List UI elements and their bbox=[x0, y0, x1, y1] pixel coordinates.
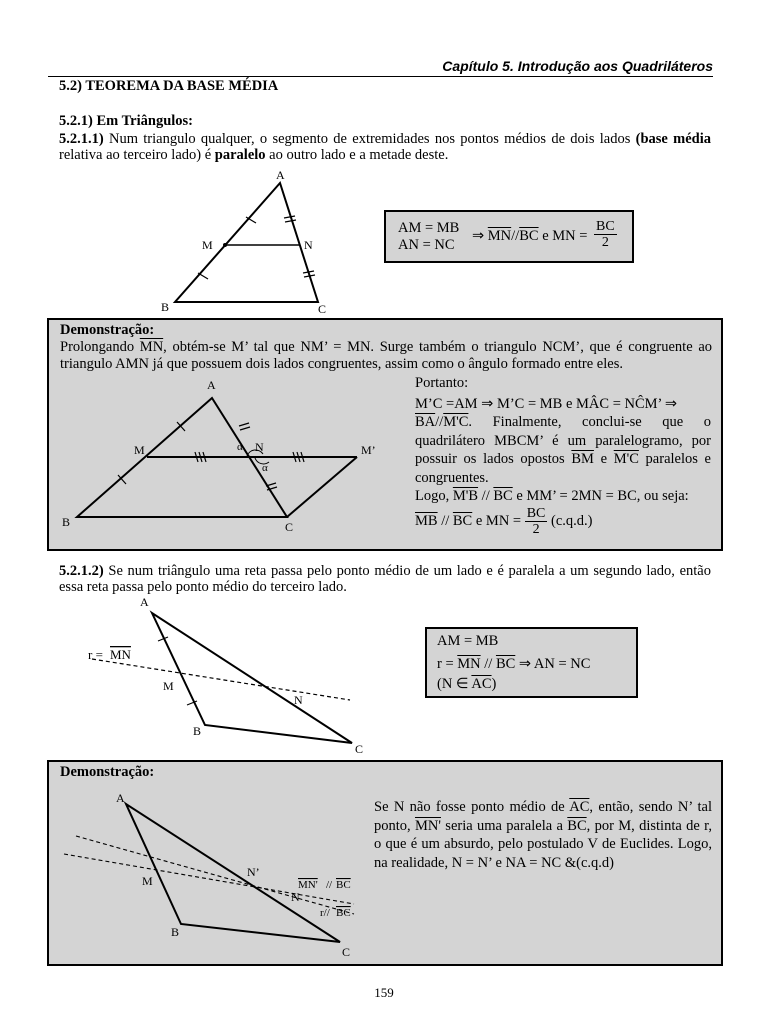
segment: $\overline{MB}$ bbox=[415, 512, 438, 529]
segment: $\overline{AC}$ bbox=[471, 676, 492, 692]
text-part: Prolongando bbox=[60, 339, 140, 355]
text-part: Se N não fosse ponto médio de bbox=[374, 799, 570, 815]
box1-eq: e MN = bbox=[542, 228, 588, 244]
label-mn-prime: MN' bbox=[298, 879, 318, 891]
denominator: 2 bbox=[532, 521, 540, 537]
segment: $\overline{AC}$ bbox=[569, 799, 590, 815]
text-part: (c.q.d.) bbox=[547, 512, 593, 529]
segment: $\overline{BA}$ bbox=[415, 414, 436, 430]
denominator: 2 bbox=[601, 235, 609, 250]
numerator: BC bbox=[526, 505, 546, 521]
theorem-2-number: 5.2.1.2) bbox=[59, 563, 104, 579]
numerator: BC bbox=[596, 219, 615, 234]
chapter-title: Capítulo 5. Introdução aos Quadriláteros bbox=[442, 58, 713, 74]
equality-line: M’C =AM ⇒ M’C = MB e MÂC = NĈM’ ⇒ bbox=[415, 395, 678, 412]
segment: $\overline{MN}$ bbox=[457, 656, 481, 672]
section-title: 5.2) TEOREMA DA BASE MÉDIA bbox=[59, 78, 279, 94]
segment: MN' bbox=[414, 817, 441, 834]
demonstration-1-conclusion bbox=[415, 374, 711, 537]
segment-mn: $\overline{MN}$ bbox=[139, 339, 164, 355]
demonstration-1-box bbox=[47, 318, 723, 551]
segment: $\overline{BM}$ bbox=[571, 451, 594, 467]
box1-line2: AN = NC bbox=[398, 237, 455, 253]
label-M: M bbox=[163, 679, 174, 693]
label-r-parallel: r// bbox=[320, 907, 330, 919]
label-bc: BC bbox=[336, 907, 351, 919]
segment: $\overline{BC}$ bbox=[493, 488, 513, 504]
final-result-line bbox=[415, 506, 711, 537]
final-fraction bbox=[525, 506, 548, 537]
box1-fraction bbox=[594, 219, 617, 250]
box1-implication bbox=[472, 228, 587, 245]
label-A: A bbox=[116, 791, 125, 805]
label-B: B bbox=[193, 724, 202, 738]
chapter-header bbox=[48, 58, 713, 77]
label-N: N bbox=[304, 238, 313, 252]
parallel-sign: // bbox=[478, 488, 494, 504]
text-part: seria uma paralela a bbox=[440, 817, 568, 834]
label-C: C bbox=[318, 302, 327, 316]
label-A: A bbox=[207, 378, 216, 392]
segment: $\overline{BC}$ bbox=[567, 817, 587, 834]
theorem-1-part: Num triangulo qualquer, o segmento de extremidades nos pontos médios de dois lados bbox=[103, 131, 636, 147]
segment: M'C bbox=[443, 414, 469, 430]
parallel-sign: // bbox=[480, 656, 496, 672]
theorem-1-text bbox=[59, 131, 711, 163]
segment: M'C bbox=[613, 451, 639, 467]
segment: M'B bbox=[452, 488, 479, 504]
text-part: , por M, distinta de r, o que é um absurdo, pelo postulado V de Euclides. Logo, na realidade, N = N’ e NA = NC &(c.q.d) bbox=[374, 817, 712, 871]
demonstration-2-text bbox=[374, 798, 712, 872]
label-N: N bbox=[291, 890, 300, 904]
label-M-prime: M’ bbox=[361, 443, 376, 457]
theorem-2-part: Se num triângulo uma reta passa pelo ponto médio de um lado e é paralela a um segundo lado, então essa reta passa pelo ponto médio do terceiro lado. bbox=[59, 563, 711, 595]
segment-bc: $\overline{BC}$ bbox=[519, 228, 539, 244]
text-part: e MM’ = 2MN = BC, ou seja: bbox=[512, 488, 689, 504]
label-parallel: // bbox=[326, 879, 333, 891]
label-N-prime: N’ bbox=[247, 865, 260, 879]
segment-mn: $\overline{MN}$ bbox=[487, 228, 512, 244]
parallel-sign: // bbox=[511, 228, 520, 244]
label-r: r = bbox=[88, 647, 103, 662]
label-bc: BC bbox=[336, 879, 351, 891]
box2-line3 bbox=[437, 676, 496, 693]
theorem-1-part: ao outro lado e a metade deste. bbox=[265, 147, 449, 163]
label-alpha-top: α bbox=[237, 441, 243, 453]
label-M: M bbox=[202, 238, 213, 252]
theorem-1-number: 5.2.1.1) bbox=[59, 131, 104, 147]
label-A: A bbox=[276, 168, 285, 182]
demonstration-1-intro bbox=[60, 339, 712, 373]
text-part: ⇒ AN = NC bbox=[515, 656, 591, 672]
text-part: e MN = bbox=[472, 512, 522, 529]
subsection-title: 5.2.1) Em Triângulos: bbox=[59, 113, 194, 129]
text-part: . Finalmente, conclui-se que o quadrilátero MBCM’ é um paralelogramo, por possuir os lados opostos bbox=[415, 414, 711, 467]
text-part: Logo, bbox=[415, 488, 453, 504]
figure-triangle-midpoints bbox=[150, 165, 340, 317]
theorem-2-text bbox=[59, 563, 711, 595]
figure-parallelogram-proof bbox=[57, 376, 407, 539]
text-part: r = bbox=[437, 656, 458, 672]
box2-line1: AM = MB bbox=[437, 633, 499, 649]
label-B: B bbox=[171, 925, 180, 939]
segment: $\overline{BC}$ bbox=[452, 512, 473, 529]
segment: $\overline{BC}$ bbox=[495, 656, 516, 672]
formula-box-2 bbox=[425, 627, 638, 698]
label-C: C bbox=[355, 742, 364, 756]
label-alpha-bottom: α bbox=[262, 462, 268, 474]
label-B: B bbox=[62, 515, 71, 529]
text-part: e bbox=[593, 451, 614, 467]
theorem-1-bold: (base média bbox=[635, 131, 711, 147]
box2-line2 bbox=[437, 656, 590, 673]
demonstration-2-title: Demonstração: bbox=[60, 764, 155, 780]
logo-line bbox=[415, 487, 711, 506]
parallelogram-argument bbox=[415, 413, 711, 487]
theorem-1-bold: paralelo bbox=[214, 147, 266, 163]
label-C: C bbox=[342, 945, 351, 959]
implies-sign: ⇒ bbox=[472, 228, 485, 244]
label-M: M bbox=[134, 443, 145, 457]
text-part: (N ∈ bbox=[437, 676, 472, 692]
parallel-sign: // bbox=[435, 414, 444, 430]
figure-midline-converse bbox=[80, 593, 380, 758]
label-N: N bbox=[255, 440, 264, 454]
label-C: C bbox=[285, 520, 294, 534]
text-part: paralelos e congruentes. bbox=[415, 451, 711, 486]
text-part: ) bbox=[491, 676, 497, 692]
portanto-label: Portanto: bbox=[415, 375, 469, 391]
figure-euclid-proof bbox=[54, 784, 374, 959]
label-r-mn: MN bbox=[110, 647, 131, 662]
text-part: , obtém-se M’ tal que NM’ = MN. Surge também o triangulo NCM’, que é congruente ao triangulo AMN já que possuem dois lados congruentes, assim como o ângulo formado entre eles. bbox=[60, 339, 713, 372]
theorem-1-part: relativa ao terceiro lado) é bbox=[59, 147, 215, 163]
box1-line1: AM = MB bbox=[398, 220, 460, 236]
label-B: B bbox=[161, 300, 170, 314]
parallel-sign: // bbox=[437, 512, 453, 529]
formula-box-1 bbox=[384, 210, 634, 263]
demonstration-2-box bbox=[47, 760, 723, 966]
label-N: N bbox=[294, 693, 303, 707]
demonstration-1-title: Demonstração: bbox=[60, 322, 155, 338]
text-part: , então, sendo N’ tal ponto, bbox=[374, 799, 712, 834]
page-number: 159 bbox=[374, 985, 394, 1000]
label-A: A bbox=[140, 595, 149, 609]
label-M: M bbox=[142, 874, 153, 888]
